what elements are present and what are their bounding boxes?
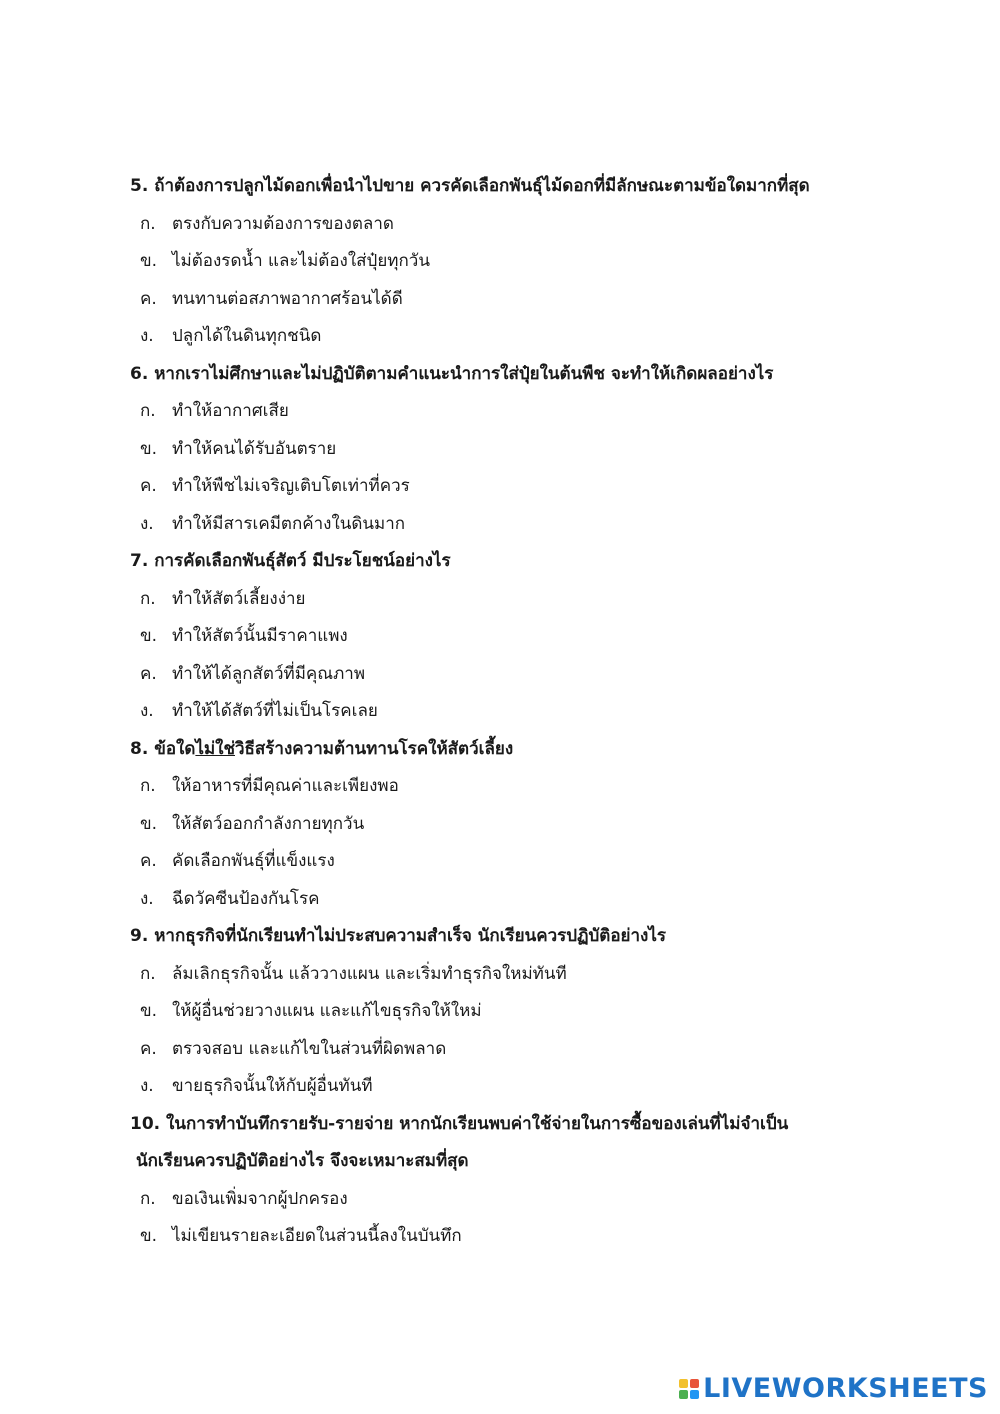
option-item[interactable] (130, 881, 950, 919)
option-list (130, 206, 950, 356)
option-letter: ข. (140, 1001, 158, 1021)
option-letter: ก. (140, 963, 156, 984)
brand-name: LIVEWORKSHEETS (703, 1373, 988, 1404)
option-text: ล้มเลิกธุรกิจนั้น แล้ววางแผน และเริ่มทำธุรกิจใหม่ทันที (172, 963, 567, 984)
question-9 (130, 918, 950, 1106)
option-item[interactable] (130, 956, 950, 994)
option-text: ให้ผู้อื่นช่วยวางแผน และแก้ไขธุรกิจให้ใหม่ (172, 1001, 482, 1021)
option-item[interactable] (130, 281, 950, 319)
question-title-continued: นักเรียนควรปฏิบัติอย่างไร จึงจะเหมาะสมที่สุด (136, 1151, 469, 1171)
option-text: ทำให้สัตว์นั้นมีราคาแพง (172, 626, 348, 646)
question-title: 7. การคัดเลือกพันธุ์สัตว์ มีประโยชน์อย่างไร (130, 551, 451, 571)
option-letter: ก. (140, 401, 156, 421)
option-text: ทำให้คนได้รับอันตราย (172, 438, 337, 459)
option-item[interactable] (130, 806, 950, 844)
question-title-emphasis: ไม่ใช่ (195, 738, 235, 759)
question-title: 6. หากเราไม่ศึกษาและไม่ปฏิบัติตามคำแนะนำการใส่ปุ๋ยในต้นพืช จะทำให้เกิดผลอย่างไร (130, 363, 774, 384)
option-item[interactable] (130, 993, 950, 1031)
option-text: ทำให้พืชไม่เจริญเติบโตเท่าที่ควร (172, 476, 410, 496)
question-title-suffix: วิธีสร้างความต้านทานโรคให้สัตว์เลี้ยง (235, 738, 514, 759)
option-list (130, 1181, 950, 1256)
liveworksheets-logo-icon (679, 1379, 699, 1399)
option-list (130, 581, 950, 731)
option-letter: ง. (140, 513, 154, 534)
option-letter: ค. (140, 851, 157, 871)
option-item[interactable] (130, 581, 950, 619)
option-text: ทนทานต่อสภาพอากาศร้อนได้ดี (172, 288, 403, 309)
logo-square (690, 1379, 699, 1388)
option-letter: ง. (140, 326, 154, 346)
option-item[interactable] (130, 393, 950, 431)
option-item[interactable] (130, 318, 950, 356)
option-item[interactable] (130, 1068, 950, 1106)
option-letter: ง. (140, 888, 154, 909)
option-letter: ค. (140, 288, 157, 309)
question-title-prefix: 8. ข้อใด (130, 738, 196, 759)
option-text: ให้อาหารที่มีคุณค่าและเพียงพอ (172, 776, 399, 796)
option-item[interactable] (130, 1181, 950, 1219)
option-item[interactable] (130, 768, 950, 806)
question-6 (130, 356, 950, 544)
question-7 (130, 543, 950, 731)
option-text: ทำให้ได้สัตว์ที่ไม่เป็นโรคเลย (172, 701, 378, 721)
option-list (130, 956, 950, 1106)
option-item[interactable] (130, 468, 950, 506)
option-item[interactable] (130, 618, 950, 656)
question-list (130, 168, 950, 1256)
option-text: ไม่ต้องรดน้ำ และไม่ต้องใส่ปุ๋ยทุกวัน (172, 251, 430, 271)
option-text: ขายธุรกิจนั้นให้กับผู้อื่นทันที (172, 1076, 373, 1096)
option-text: ตรงกับความต้องการของตลาด (172, 213, 394, 234)
question-title: 10. ในการทำบันทึกรายรับ-รายจ่าย หากนักเรียนพบค่าใช้จ่ายในการซื้อของเล่นที่ไม่จำเป็น (130, 1113, 789, 1134)
option-letter: ข. (140, 438, 158, 459)
question-8 (130, 731, 950, 919)
option-list (130, 393, 950, 543)
logo-square (679, 1379, 688, 1388)
option-letter: ก. (140, 1188, 156, 1209)
logo-square (679, 1390, 688, 1399)
liveworksheets-watermark (679, 1373, 988, 1404)
option-text: ไม่เขียนรายละเอียดในส่วนนี้ลงในบันทึก (172, 1226, 462, 1246)
option-text: ฉีดวัคซีนป้องกันโรค (172, 888, 320, 909)
option-letter: ค. (140, 476, 157, 496)
option-item[interactable] (130, 656, 950, 694)
option-letter: ข. (140, 813, 158, 834)
option-item[interactable] (130, 1031, 950, 1069)
option-letter: ข. (140, 251, 158, 271)
option-item[interactable] (130, 506, 950, 544)
option-item[interactable] (130, 843, 950, 881)
option-item[interactable] (130, 1218, 950, 1256)
option-letter: ง. (140, 701, 154, 721)
option-item[interactable] (130, 431, 950, 469)
option-text: ทำให้มีสารเคมีตกค้างในดินมาก (172, 513, 406, 534)
option-text: ให้สัตว์ออกกำลังกายทุกวัน (172, 813, 365, 834)
option-letter: ข. (140, 626, 158, 646)
option-item[interactable] (130, 206, 950, 244)
question-title: 9. หากธุรกิจที่นักเรียนทำไม่ประสบความสำเร็จ นักเรียนควรปฏิบัติอย่างไร (130, 926, 667, 946)
question-title: 5. ถ้าต้องการปลูกไม้ดอกเพื่อนำไปขาย ควรคัดเลือกพันธุ์ไม้ดอกที่มีลักษณะตามข้อใดมากที่สุด (130, 176, 810, 196)
option-text: ขอเงินเพิ่มจากผู้ปกครอง (172, 1188, 348, 1209)
option-letter: ก. (140, 213, 156, 234)
option-item[interactable] (130, 243, 950, 281)
logo-square (690, 1390, 699, 1399)
option-text: ทำให้อากาศเสีย (172, 401, 289, 421)
option-letter: ค. (140, 663, 157, 684)
option-text: ทำให้ได้ลูกสัตว์ที่มีคุณภาพ (172, 663, 366, 684)
option-text: ตรวจสอบ และแก้ไขในส่วนที่ผิดพลาด (172, 1038, 447, 1059)
option-text: ปลูกได้ในดินทุกชนิด (172, 326, 322, 346)
question-10 (130, 1106, 950, 1256)
option-text: คัดเลือกพันธุ์ที่แข็งแรง (172, 851, 335, 871)
option-letter: ก. (140, 588, 156, 609)
option-text: ทำให้สัตว์เลี้ยงง่าย (172, 588, 306, 609)
question-5 (130, 168, 950, 356)
option-item[interactable] (130, 693, 950, 731)
option-letter: ค. (140, 1038, 157, 1059)
option-letter: ข. (140, 1226, 158, 1246)
option-letter: ก. (140, 776, 156, 796)
question-title (130, 731, 950, 769)
option-letter: ง. (140, 1076, 154, 1096)
option-list (130, 768, 950, 918)
